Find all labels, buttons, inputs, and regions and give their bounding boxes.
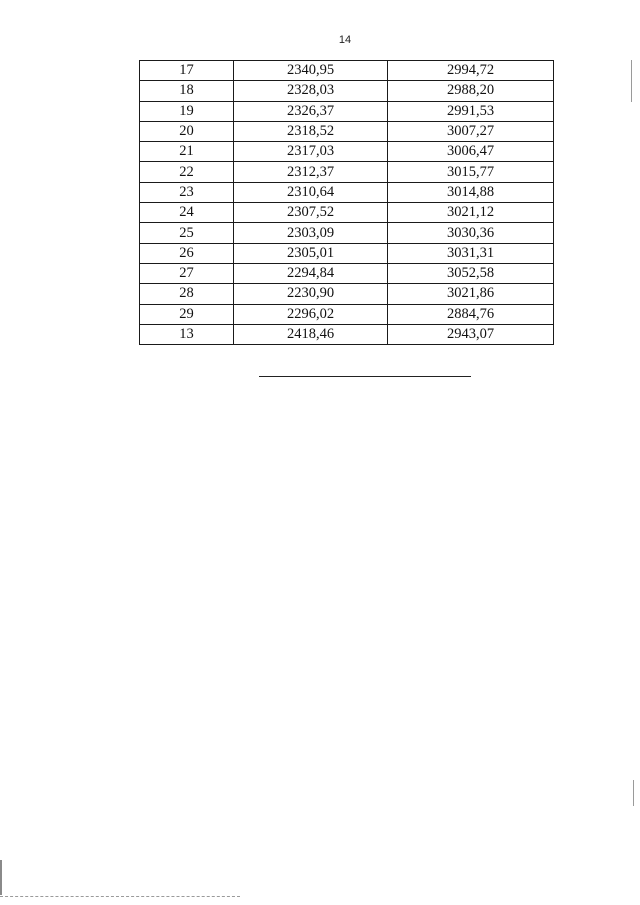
value-cell-b: 2994,72 — [388, 61, 554, 81]
data-table — [139, 60, 554, 345]
row-index-cell: 19 — [140, 101, 234, 121]
row-index-cell: 13 — [140, 324, 234, 344]
table-row — [140, 81, 554, 101]
row-index-cell: 26 — [140, 243, 234, 263]
value-cell-a: 2318,52 — [234, 121, 388, 141]
value-cell-a: 2294,84 — [234, 263, 388, 283]
row-index-cell: 21 — [140, 142, 234, 162]
value-cell-a: 2312,37 — [234, 162, 388, 182]
table-row — [140, 263, 554, 283]
value-cell-a: 2418,46 — [234, 324, 388, 344]
row-index-cell: 24 — [140, 203, 234, 223]
value-cell-b: 3007,27 — [388, 121, 554, 141]
value-cell-b: 3006,47 — [388, 142, 554, 162]
value-cell-a: 2305,01 — [234, 243, 388, 263]
row-index-cell: 18 — [140, 81, 234, 101]
value-cell-b: 3021,12 — [388, 203, 554, 223]
row-index-cell: 29 — [140, 304, 234, 324]
page-number: 14 — [338, 34, 352, 46]
value-cell-a: 2326,37 — [234, 101, 388, 121]
row-index-cell: 20 — [140, 121, 234, 141]
value-cell-b: 3052,58 — [388, 263, 554, 283]
table-row — [140, 223, 554, 243]
table-row — [140, 142, 554, 162]
value-cell-a: 2340,95 — [234, 61, 388, 81]
table-row — [140, 284, 554, 304]
value-cell-a: 2317,03 — [234, 142, 388, 162]
row-index-cell: 27 — [140, 263, 234, 283]
value-cell-b: 3031,31 — [388, 243, 554, 263]
value-cell-a: 2303,09 — [234, 223, 388, 243]
row-index-cell: 22 — [140, 162, 234, 182]
value-cell-a: 2296,02 — [234, 304, 388, 324]
row-index-cell: 17 — [140, 61, 234, 81]
end-of-table-rule — [259, 376, 471, 377]
table-row — [140, 324, 554, 344]
scan-artifact-right-bottom — [633, 780, 634, 806]
table-row — [140, 203, 554, 223]
value-cell-b: 3014,88 — [388, 182, 554, 202]
table-row — [140, 182, 554, 202]
value-cell-b: 3021,86 — [388, 284, 554, 304]
value-cell-b: 2991,53 — [388, 101, 554, 121]
table-row — [140, 304, 554, 324]
scan-artifact-left-bottom — [0, 860, 2, 895]
row-index-cell: 23 — [140, 182, 234, 202]
table-row — [140, 121, 554, 141]
value-cell-b: 2988,20 — [388, 81, 554, 101]
value-cell-a: 2310,64 — [234, 182, 388, 202]
value-cell-a: 2230,90 — [234, 284, 388, 304]
table-row — [140, 243, 554, 263]
table-row — [140, 162, 554, 182]
table-row — [140, 101, 554, 121]
table-row — [140, 61, 554, 81]
value-cell-b: 2943,07 — [388, 324, 554, 344]
value-cell-a: 2307,52 — [234, 203, 388, 223]
value-cell-b: 2884,76 — [388, 304, 554, 324]
data-table-container — [139, 60, 553, 345]
value-cell-b: 3030,36 — [388, 223, 554, 243]
row-index-cell: 25 — [140, 223, 234, 243]
scan-artifact-bottom-edge — [0, 896, 240, 897]
value-cell-b: 3015,77 — [388, 162, 554, 182]
value-cell-a: 2328,03 — [234, 81, 388, 101]
scan-artifact-right-top — [631, 60, 632, 102]
row-index-cell: 28 — [140, 284, 234, 304]
